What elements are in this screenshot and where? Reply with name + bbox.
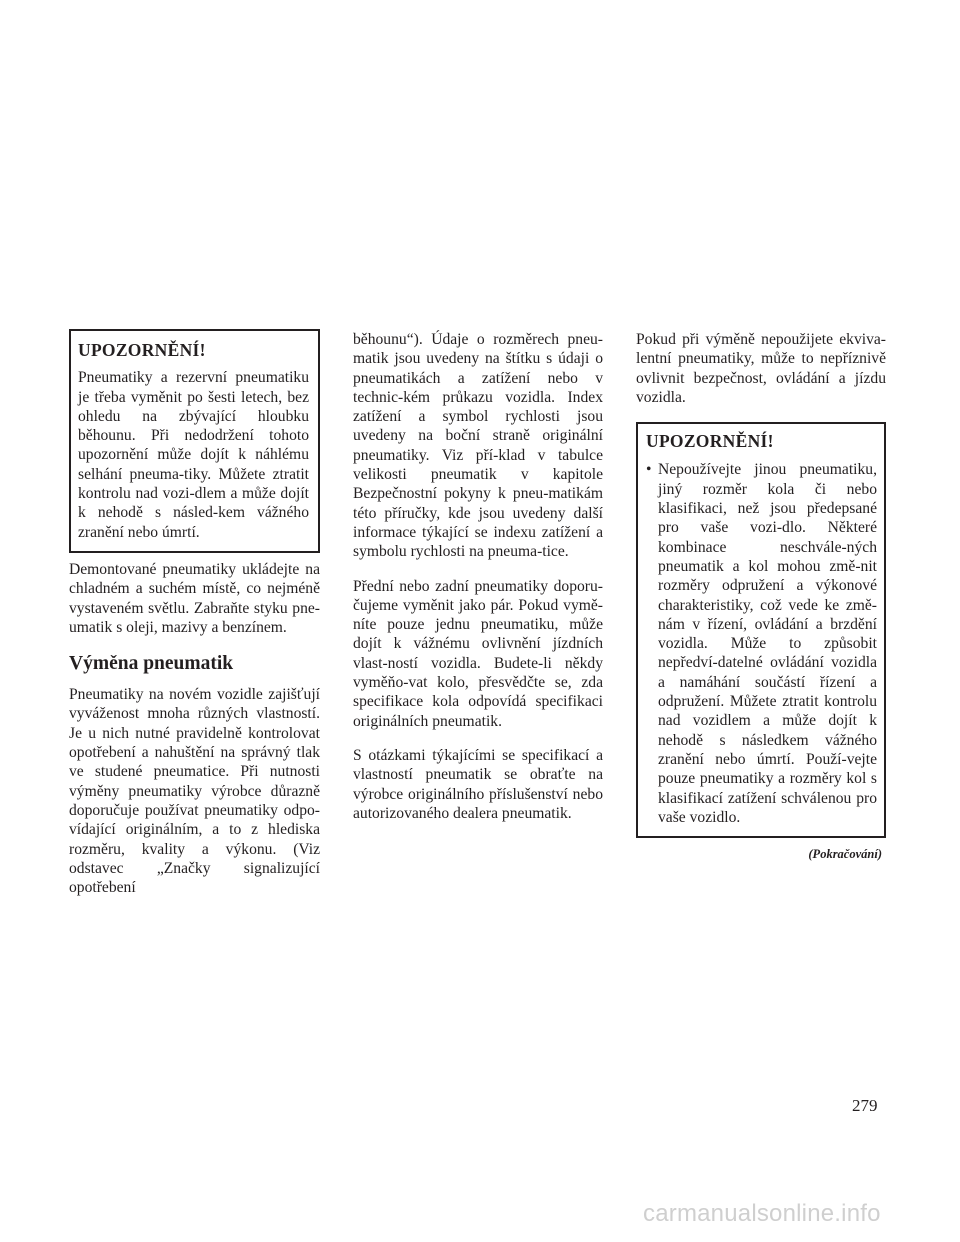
bullet-icon: • [646,461,652,479]
paragraph: Pneumatiky na novém vozidle zajišťují vyváženost mnoha různých vlastností. Je u nich nutné pravidelně kontrolovat opotřebení a nahuštění na správný tlak ve studené pneumatice. Při nutnosti výměny pneumatiky výrobce důrazně doporučuje používat pneumatiky odpo-vídající originálním, a to z hlediska rozměru, kvality a výkonu. (Viz odstavec „Značky signalizující opotřebení [69,686,320,897]
paragraph: běhounu“). Údaje o rozměrech pneu-matik jsou uvedeny na štítku s údaji o pneumatikách a zatížení nebo v technic-kém průkazu vozidla. Index zatížení a symbol rychlosti jsou uvedeny na boční straně originální pneumatiky. Viz pří-klad v tabulce velikosti pneumatik v kapitole Bezpečnostní pokyny k pneu-matikám této příručky, kde jsou uvedeny další informace týkající se indexu zatížení a symbolu rychlosti na pneuma-tice. [353,331,603,561]
column-2 [353,330,603,838]
column-1 [69,329,320,912]
continued-note: (Pokračování) [808,847,882,862]
paragraph: Demontované pneumatiky ukládejte na chladném a suchém místě, co nejméně vystaveném světlu. Zabraňte styku pne-umatik s oleji, mazivy a benzínem. [69,560,320,636]
warning-box [69,329,320,553]
column-3 [636,330,886,864]
warning-text: Nepoužívejte jinou pneumatiku, jiný rozměr kola či nebo klasifikaci, než jsou předepsané pro vaše vozi-dlo. Některé kombinace neschvále-ných pneumatik a kol mohou změ-nit rozměry odpružení a výkonové charakteristiky, což vede ke změ-nám v řízení, ovládání a brzdění vozidla. Může to způsobit nepředví-datelné ovládání vozidla a namáhání součástí řízení a odpružení. Můžete ztratit kontrolu nad vozidlem a může dojít k nehodě s následkem vážného zranění nebo úmrtí. Použí-vejte pouze pneumatiky a rozměry kol s klasifikací zatížení schválenou pro vaše vozidlo. [658,461,877,826]
paragraph: Přední nebo zadní pneumatiky doporu-čujeme vyměnit jako pár. Pokud vymě-níte pouze jednu pneumatiku, může dojít k vážnému ovlivnění jízdních vlast-ností vozidla. Budete-li někdy vyměňo-vat kolo, přesvědčte se, zda specifikace kola odpovídá specifikaci originálních pneumatik. [353,577,603,730]
section-heading: Výměna pneumatik [69,653,234,675]
paragraph: S otázkami týkajícími se specifikací a vlastností pneumatik se obraťte na výrobce originálního příslušenství nebo autorizovaného dealera pneumatik. [353,746,603,822]
page-number: 279 [852,1096,878,1115]
warning-text: Pneumatiky a rezervní pneumatiku je třeba vyměnit po šesti letech, bez ohledu na zbývající hloubku běhounu. Při nedodržení tohoto upozornění může dojít k náhlému selhání pneuma-tiky. Můžete ztratit kontrolu nad vozi-dlem a může dojít k nehodě s násled-kem vážného zranění nebo úmrtí. [78,369,309,541]
paragraph: Pokud při výměně nepoužijete ekviva-lentní pneumatiky, může to nepříznivě ovlivnit bezpečnost, ovládání a jízdu vozidla. [636,331,886,406]
warning-box [636,422,886,838]
warning-bullet-item [646,460,877,827]
warning-title: UPOZORNĚNÍ! [78,340,206,360]
warning-title: UPOZORNĚNÍ! [646,431,774,452]
watermark: carmanualsonline.info [643,1200,881,1227]
